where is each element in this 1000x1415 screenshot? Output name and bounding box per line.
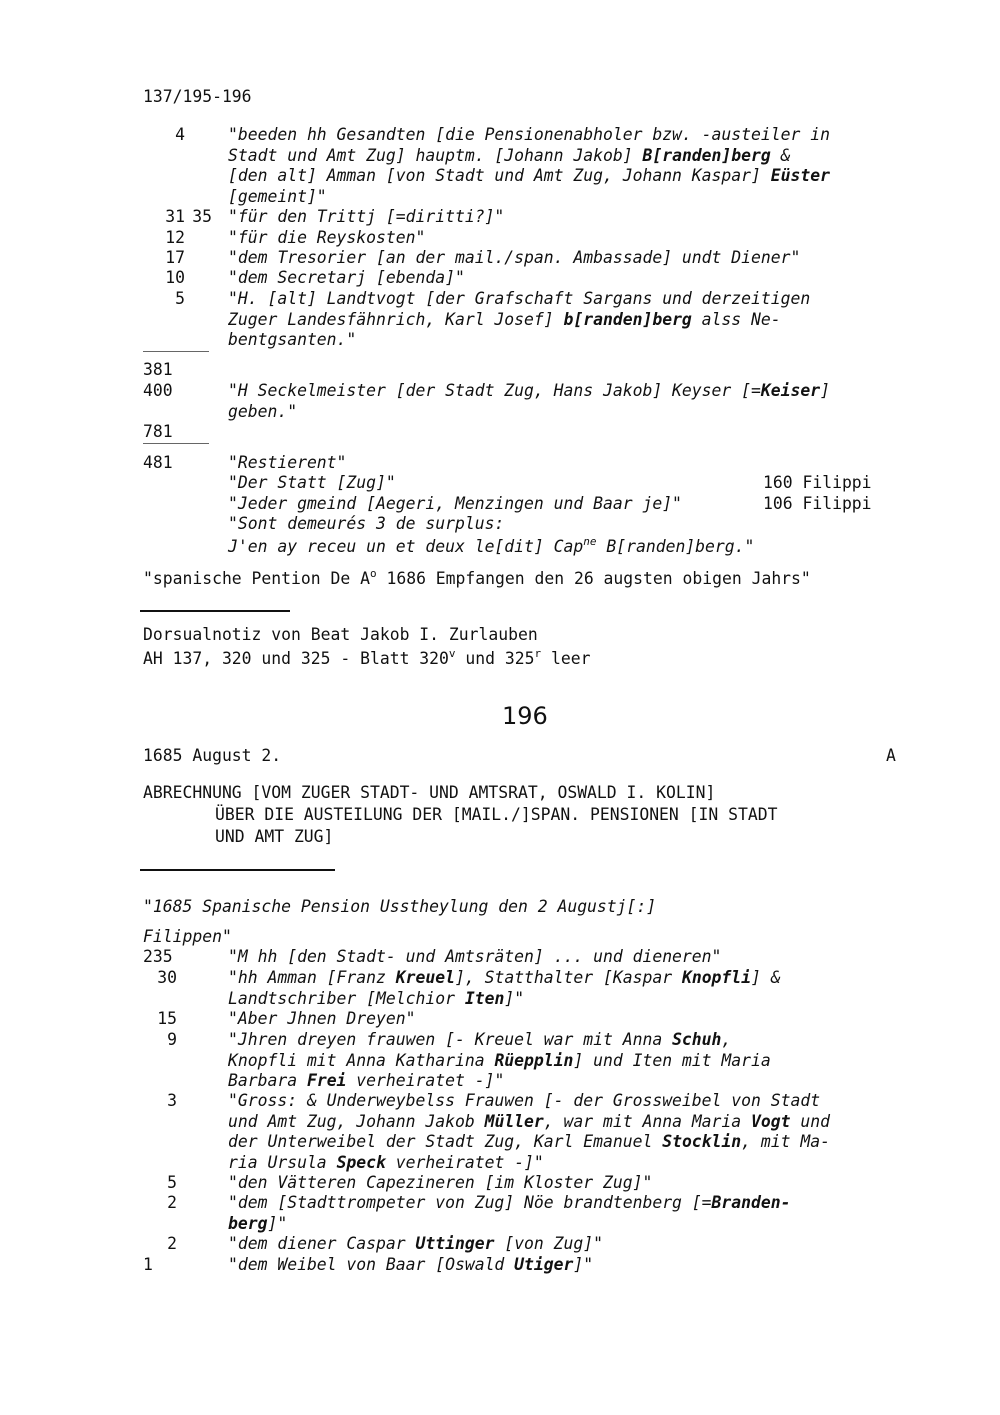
amount: 4 — [175, 125, 185, 144]
document-letter: A — [886, 746, 896, 765]
sum-rule — [143, 351, 209, 352]
dorsal-note: Dorsualnotiz von Beat Jakob I. Zurlauben — [143, 625, 538, 644]
sum-rule — [143, 443, 209, 444]
archive-reference: AH 137, 320 und 325 - Blatt 320$^v$ und 325$^r$ leer — [143, 647, 591, 668]
amount: 1 — [143, 1255, 153, 1274]
amount: 2 — [167, 1234, 177, 1253]
entry-text: "Sont demeurés 3 de surplus: — [228, 514, 505, 533]
entry-text: "dem Secretarj [ebenda]" — [228, 268, 465, 287]
document-date: 1685 August 2. — [143, 746, 282, 765]
amount: 30 — [157, 968, 177, 987]
section-rule — [140, 869, 335, 871]
total: 781 — [143, 422, 173, 441]
document-number: 196 — [502, 702, 548, 730]
entry-text: "den Vätteren Capezineren [im Kloster Zug]" — [228, 1173, 653, 1192]
entry-text: "H Seckelmeister [der Stadt Zug, Hans Jakob] Keyser [=Keiser] geben." — [228, 381, 830, 421]
entry-text: "Jhren dreyen frauwen [- Kreuel war mit Anna Schuh, Knopfli mit Anna Katharina Rüepplin] und Iten mit Maria Barbara Frei verheiratet -]" — [228, 1030, 771, 1090]
amount: 3 — [167, 1091, 177, 1110]
subtotal: 381 — [143, 360, 173, 379]
entry-text: "M hh [den Stadt- und Amtsräten] ... und dieneren" — [228, 947, 722, 966]
document-title: UND AMT ZUG] — [215, 827, 334, 846]
entry-text: "für die Reyskosten" — [228, 228, 426, 247]
entry-text: "dem Tresorier [an der mail./span. Ambassade] undt Diener" — [228, 248, 801, 267]
amount: 10 — [165, 268, 185, 287]
amount: 400 — [143, 381, 173, 400]
entry-text: "hh Amman [Franz Kreuel], Statthalter [Kaspar Knopfli] & Landtschriber [Melchior Iten]" — [228, 968, 781, 1008]
entry-text: "dem diener Caspar Uttinger [von Zug]" — [228, 1234, 604, 1253]
amount: 15 — [157, 1009, 177, 1028]
entry-text: "dem [Stadttrompeter von Zug] Nöe brandtenberg [=Branden- berg]" — [228, 1193, 791, 1233]
entry-text: "für den Trittj [=diritti?]" — [228, 207, 505, 226]
amount: 12 — [165, 228, 185, 247]
entry-text: "dem Weibel von Baar [Oswald Utiger]" — [228, 1255, 594, 1274]
entry-text: J'en ay receu un et deux le[dit] Cap$^{ne}$ B[randen]berg." — [228, 535, 755, 556]
entry-text: "beeden hh Gesandten [die Pensionenabholer bzw. -austeiler in Stadt und Amt Zug] hauptm. [Johann Jakob] B[randen]berg & [den alt] Amman [von Stadt und Amt Zug, Johann Kaspar] Eüster [gemeint]" — [228, 125, 830, 206]
amount: 31 — [165, 207, 185, 226]
amount: 481 — [143, 453, 173, 472]
amount: 5 — [167, 1173, 177, 1192]
document-title: ABRECHNUNG [VOM ZUGER STADT- UND AMTSRAT, OSWALD I. KOLIN] — [143, 783, 716, 802]
entry-text: "Aber Jhnen Dreyen" — [228, 1009, 416, 1028]
intro-text: "1685 Spanische Pension Usstheylung den 2 Augustj[:] — [143, 897, 657, 916]
intro-text: Filippen" — [143, 927, 232, 946]
entry-text: "Jeder gmeind [Aegeri, Menzingen und Baar je]" — [228, 494, 682, 513]
amount: 235 — [143, 947, 173, 966]
amount: 106 Filippi — [763, 494, 872, 513]
page-reference: 137/195-196 — [143, 87, 252, 106]
section-rule — [140, 610, 290, 612]
amount: 17 — [165, 248, 185, 267]
document-title: ÜBER DIE AUSTEILUNG DER [MAIL./]SPAN. PENSIONEN [IN STADT — [215, 805, 778, 824]
quote-line: "spanische Pention De $A^o$ 1686 Empfangen den 26 augsten obigen Jahrs" — [143, 567, 811, 588]
entry-text: "Restierent" — [228, 453, 347, 472]
amount: 9 — [167, 1030, 177, 1049]
amount: 160 Filippi — [763, 473, 872, 492]
entry-text: "Der Statt [Zug]" — [228, 473, 396, 492]
amount-secondary: 35 — [192, 207, 212, 226]
entry-text: "Gross: & Underweybelss Frauwen [- der Grossweibel von Stadt und Amt Zug, Johann Jakob Müller, war mit Anna Maria Vogt und der Unterweibel der Stadt Zug, Karl Emanuel Stocklin, mit Ma- ria Ursula Speck verheiratet -]" — [228, 1091, 830, 1172]
amount: 2 — [167, 1193, 177, 1212]
amount: 5 — [175, 289, 185, 308]
entry-text: "H. [alt] Landtvogt [der Grafschaft Sargans und derzeitigen Zuger Landesfähnrich, Karl Josef] b[randen]berg alss Ne- bentgsanten." — [228, 289, 811, 349]
